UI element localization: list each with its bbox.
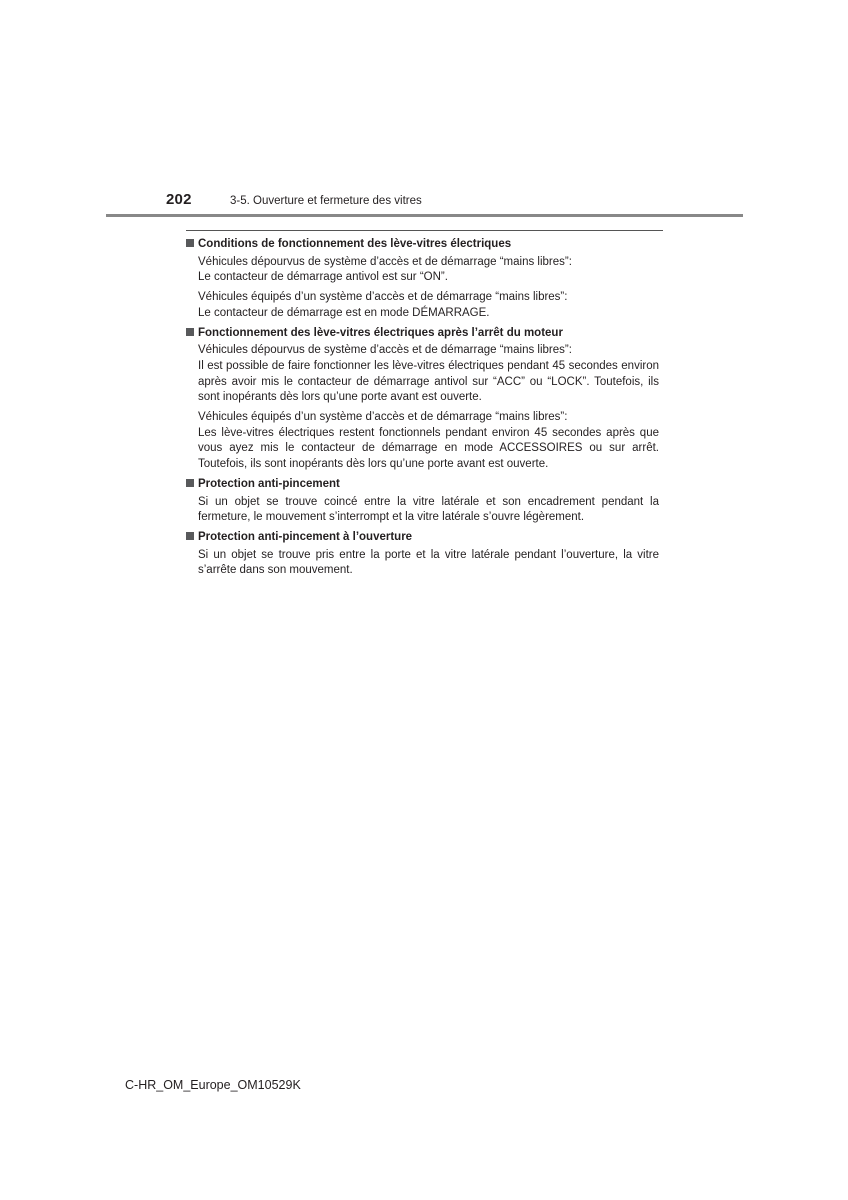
square-bullet-icon [186, 239, 194, 247]
square-bullet-icon [186, 532, 194, 540]
section-heading [186, 477, 659, 493]
paragraph-line: Véhicules équipés d’un système d’accès et de démarrage “mains libres”: [198, 291, 568, 304]
square-bullet-icon [186, 328, 194, 336]
paragraph-line: Il est possible de faire fonctionner les lève-vitres électriques pendant 45 secondes environ après avoir mis le contacteur de démarrage antivol sur “ACC” ou “LOCK”. Toutefois, ils sont inopérants dès lors qu’une porte avant est ouverte. [198, 359, 659, 404]
square-bullet-icon [186, 479, 194, 487]
heading-text: Protection anti-pincement à l’ouverture [198, 530, 413, 543]
paragraph-line: Les lève-vitres électriques restent fonctionnels pendant environ 45 secondes après que vous ayez mis le contacteur de démarrage en mode ACCESSOIRES ou sur arrêt. Toutefois, ils sont inopérants dès lors qu’une porte avant est ouverte. [198, 426, 659, 471]
paragraph-line: Véhicules équipés d’un système d’accès et de démarrage “mains libres”: [198, 411, 568, 424]
paragraph-line: Le contacteur de démarrage antivol est sur “ON”. [198, 271, 448, 284]
heading-text: Protection anti-pincement [198, 477, 340, 490]
header-rule [106, 214, 743, 217]
section-heading [186, 326, 659, 342]
section-heading [186, 237, 659, 253]
content-rule [186, 230, 663, 231]
paragraph [186, 255, 659, 286]
heading-text: Conditions de fonctionnement des lève-vitres électriques [198, 238, 512, 250]
section-after-engine-stop [186, 326, 659, 473]
document-code: C-HR_OM_Europe_OM10529K [125, 1078, 301, 1092]
paragraph [186, 343, 659, 406]
section-anti-pinch-opening [186, 530, 659, 579]
paragraph-line: Véhicules dépourvus de système d’accès et de démarrage “mains libres”: [198, 344, 572, 357]
paragraph [186, 290, 659, 321]
page-number: 202 [166, 191, 192, 208]
paragraph-line: Si un objet se trouve pris entre la porte et la vitre latérale pendant l’ouverture, la vitre s’arrête dans son mouvement. [198, 548, 659, 577]
section-operating-conditions [186, 237, 659, 322]
paragraph [186, 410, 659, 473]
section-heading [186, 530, 659, 546]
heading-text: Fonctionnement des lève-vitres électriques après l’arrêt du moteur [198, 326, 563, 339]
paragraph-line: Véhicules dépourvus de système d’accès et de démarrage “mains libres”: [198, 255, 572, 268]
paragraph [186, 548, 659, 579]
content-area [186, 237, 659, 583]
paragraph-line: Si un objet se trouve coincé entre la vitre latérale et son encadrement pendant la fermeture, le mouvement s’interrompt et la vitre latérale s’ouvre légèrement. [198, 495, 659, 524]
paragraph-line: Le contacteur de démarrage est en mode DÉMARRAGE. [198, 306, 490, 319]
section-anti-pinch [186, 477, 659, 526]
paragraph [186, 495, 659, 526]
section-title: 3-5. Ouverture et fermeture des vitres [230, 195, 422, 207]
